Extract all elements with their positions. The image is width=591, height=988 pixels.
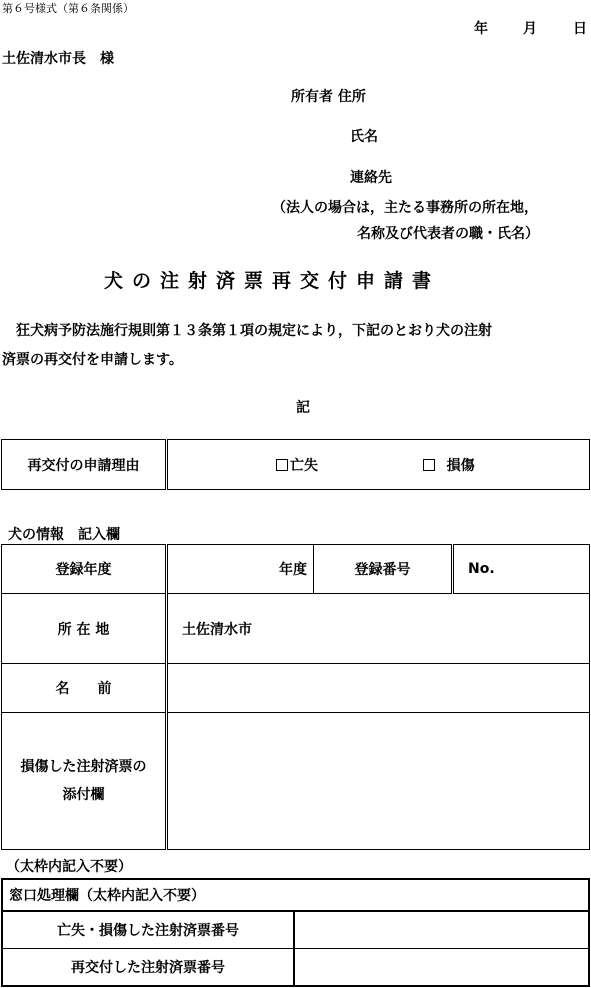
office-table — [1, 878, 590, 987]
reg-number-label-cell — [314, 545, 453, 594]
owner-address-label: 所有者 住所 — [291, 89, 366, 105]
date-year-label: 年 — [474, 21, 488, 37]
year-suffix: 年度 — [279, 562, 307, 578]
reason-option-damaged[interactable]: 損傷 — [423, 458, 475, 474]
attach-label-line1: 損傷した注射済票の — [20, 759, 147, 775]
attach-area[interactable] — [167, 713, 590, 850]
date-day-label: 日 — [573, 21, 587, 37]
reg-year-label: 登録年度 — [55, 562, 112, 578]
owner-name-label: 氏名 — [350, 129, 378, 145]
lost-damaged-no-value-cell[interactable] — [294, 911, 589, 948]
lost-damaged-no-label: 亡失・損傷した注射済票番号 — [57, 922, 239, 939]
body-text-line2: 済票の再交付を申請します。 — [2, 352, 183, 368]
corporation-note-line1: （法人の場合は，主たる事務所の所在地， — [272, 200, 538, 216]
reissued-no-value-cell[interactable] — [294, 948, 589, 986]
office-section-label: 窓口処理欄（太枠内記入不要） — [9, 888, 205, 904]
reason-table — [1, 439, 590, 490]
reason-label-cell — [2, 440, 167, 490]
reason-label: 再交付の申請理由 — [27, 457, 140, 474]
location-label: 所 在 地 — [57, 621, 110, 638]
office-note: （太枠内記入不要） — [6, 859, 132, 875]
lost-damaged-no-label-cell — [2, 911, 294, 948]
form-number: 第６号様式（第６条関係） — [2, 2, 134, 15]
dog-name-value-cell[interactable] — [167, 664, 590, 713]
reg-number-value-cell[interactable] — [453, 545, 590, 594]
location-label-cell — [2, 594, 167, 664]
lost-checkbox[interactable] — [276, 459, 288, 471]
reason-options-cell — [167, 440, 590, 490]
page-title: 犬の注射済票再交付申請書 — [104, 270, 441, 292]
no-prefix: No. — [468, 561, 495, 577]
reg-number-label: 登録番号 — [354, 562, 411, 578]
reg-year-label-cell — [2, 545, 167, 594]
ki-label: 記 — [296, 400, 310, 416]
dog-name-label-cell — [2, 664, 167, 713]
reissued-no-label: 再交付した注射済票番号 — [71, 959, 225, 976]
dog-info-table — [1, 544, 590, 850]
contact-label: 連絡先 — [350, 170, 392, 186]
body-text-line1: 狂犬病予防法施行規則第１３条第１項の規定により，下記のとおり犬の注射 — [16, 323, 492, 339]
dog-name-label: 名 前 — [55, 681, 112, 697]
location-value: 土佐清水市 — [182, 621, 252, 638]
office-section-label-cell — [2, 879, 589, 911]
date-month-label: 月 — [523, 21, 537, 37]
reissued-no-label-cell — [2, 948, 294, 986]
dog-info-section-label: 犬の情報 記入欄 — [8, 527, 120, 543]
reason-option-lost[interactable]: 亡失 — [276, 458, 318, 474]
attach-label-line2: 添付欄 — [62, 787, 105, 803]
location-value-cell[interactable] — [167, 594, 590, 664]
attach-label-cell — [2, 713, 167, 850]
corporation-note-line2: 名称及び代表者の職・氏名） — [357, 226, 539, 242]
damaged-checkbox[interactable] — [423, 459, 435, 471]
addressee: 土佐清水市長 様 — [2, 51, 114, 67]
reg-year-value-cell[interactable] — [167, 545, 314, 594]
